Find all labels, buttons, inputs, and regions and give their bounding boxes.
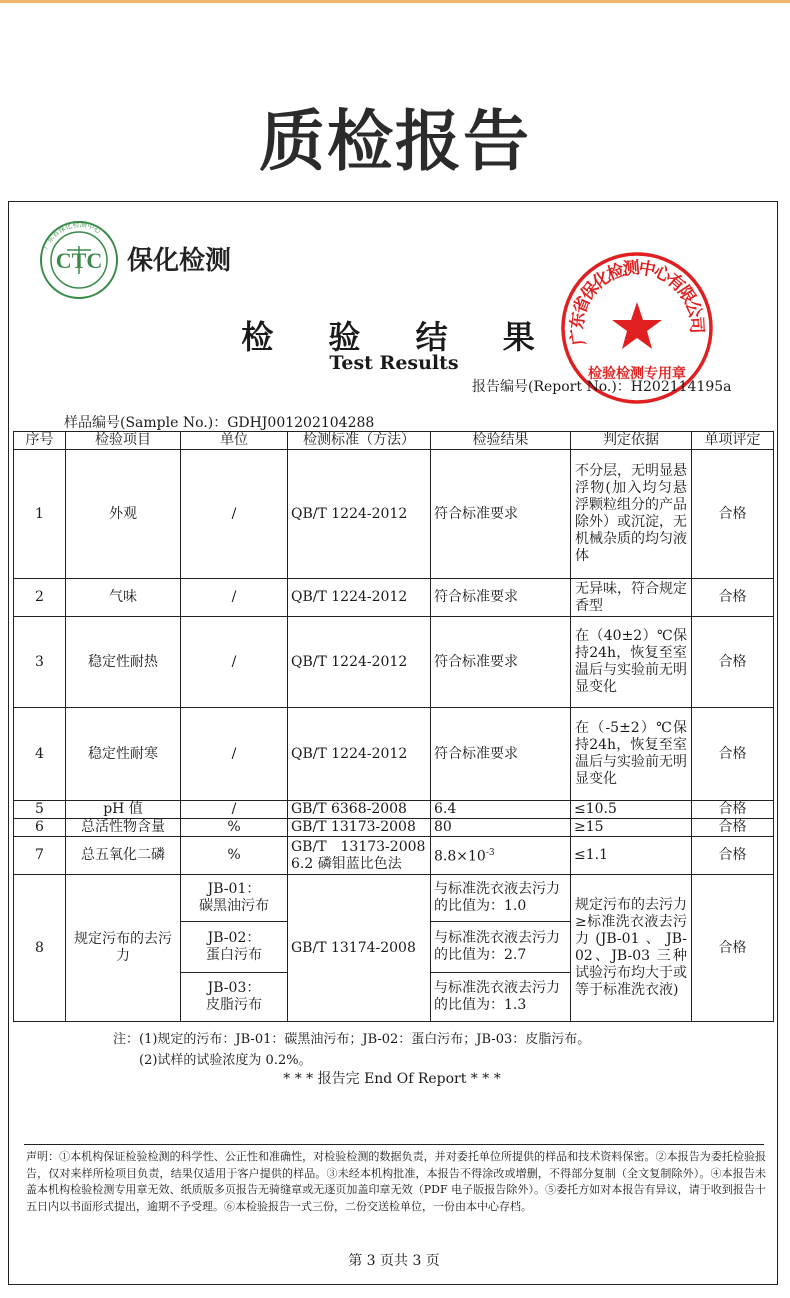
row-number: 1 bbox=[14, 450, 66, 579]
report-title-cn: 检 验 结 果 bbox=[241, 318, 557, 356]
row-number: 3 bbox=[14, 617, 66, 708]
judgement-basis: ≥15 bbox=[571, 819, 692, 837]
test-item: 气味 bbox=[66, 579, 181, 617]
soil-cloth-code: JB-03： bbox=[207, 980, 261, 996]
row-number: 5 bbox=[14, 801, 66, 819]
header-cell: 序号 bbox=[14, 432, 66, 450]
test-standard-line1: GB/T 13173-2008 bbox=[291, 838, 426, 855]
end-of-report: * * * 报告完 End Of Report * * * bbox=[283, 1071, 501, 1087]
soil-cloth-code: JB-01： bbox=[207, 881, 261, 897]
statement: 声明：①本机构保证检验检测的科学性、公正性和准确性，对检验检测的数据负责，并对委托单位所提供的样品和技术资料保密。②本报告为委托检验报告，仅对来样所检项目负责，结果仅适用于客户提供的样品。③未经本机构批准，本报告不得涂改或增删，不得部分复制（全文复制除外）。④本报告未盖本机构检验检测专用章无效、纸质版多页报告无骑缝章或无逐页加盖印章无效（PDF 电子版报告除外）。⑤委托方如对本报告有异议，请于收到报告十五日内以书面形式提出，逾期不予受理。⑥本检验报告一式三份，二份交送检单位，一份由本中心存档。 bbox=[26, 1150, 766, 1213]
test-item: 总活性物含量 bbox=[66, 819, 181, 837]
test-standard: GB/T 6368-2008 bbox=[288, 801, 431, 819]
unit: % bbox=[181, 819, 288, 837]
test-item: 总五氧化二磷 bbox=[66, 837, 181, 875]
test-result: 符合标准要求 bbox=[431, 708, 571, 801]
test-standard-line2: 6.2 磷钼蓝比色法 bbox=[291, 855, 402, 872]
row-number: 8 bbox=[14, 875, 66, 1022]
logo-name: 保化检测 bbox=[127, 246, 232, 276]
statement-divider bbox=[24, 1144, 764, 1145]
test-standard bbox=[288, 837, 431, 875]
row-number: 6 bbox=[14, 819, 66, 837]
test-result: 80 bbox=[431, 819, 571, 837]
soil-cloth-name: 碳黑油污布 bbox=[199, 898, 269, 914]
logo-ring-text: 广东省保化检测中心 bbox=[41, 220, 103, 251]
seal-ring-text: 广东省保化检测中心有限公司 bbox=[567, 258, 707, 347]
test-item: 规定污布的去污力 bbox=[66, 875, 181, 1022]
test-result: 与标准洗衣液去污力的比值为：1.0 bbox=[431, 875, 571, 922]
test-standard: GB/T 13173-2008 bbox=[288, 819, 431, 837]
header-cell: 判定依据 bbox=[571, 432, 692, 450]
unit: % bbox=[181, 837, 288, 875]
test-result: 与标准洗衣液去污力的比值为：1.3 bbox=[431, 973, 571, 1022]
test-result: 符合标准要求 bbox=[431, 579, 571, 617]
test-item: pH 值 bbox=[66, 801, 181, 819]
header-cell: 检测标准（方法） bbox=[288, 432, 431, 450]
unit: / bbox=[181, 617, 288, 708]
judgement-basis: 无异味，符合规定香型 bbox=[571, 579, 692, 617]
result-base: 8.8×10 bbox=[434, 848, 486, 865]
judgement-basis: 不分层，无明显悬浮物(加入均匀悬浮颗粒组分的产品除外）或沉淀，无机械杂质的均匀液体 bbox=[571, 450, 692, 579]
unit: / bbox=[181, 450, 288, 579]
unit bbox=[181, 875, 288, 922]
soil-cloth-name: 蛋白污布 bbox=[206, 947, 262, 963]
table-row bbox=[14, 579, 774, 617]
table-row bbox=[14, 819, 774, 837]
report-title-en: Test Results bbox=[329, 352, 459, 374]
unit bbox=[181, 973, 288, 1022]
note-1: 注：(1)规定的污布：JB-01：碳黑油污布；JB-02：蛋白污布；JB-03：皮脂污布。 bbox=[113, 1032, 591, 1047]
table-row bbox=[14, 801, 774, 819]
note-2: (2)试样的试验浓度为 0.2%。 bbox=[139, 1053, 312, 1068]
unit bbox=[181, 922, 288, 973]
row-number: 7 bbox=[14, 837, 66, 875]
judgement-basis: 在（40±2）℃保持24h，恢复至室温后与实验前无明显变化 bbox=[571, 617, 692, 708]
table-row bbox=[14, 450, 774, 579]
table-header-row bbox=[14, 432, 774, 450]
evaluation: 合格 bbox=[692, 579, 774, 617]
ctc-logo-icon bbox=[39, 220, 119, 300]
evaluation: 合格 bbox=[692, 819, 774, 837]
report-number: 报告编号(Report No.)：H202114195a bbox=[472, 379, 732, 395]
test-result bbox=[431, 837, 571, 875]
test-standard: QB/T 1224-2012 bbox=[288, 708, 431, 801]
test-standard: QB/T 1224-2012 bbox=[288, 450, 431, 579]
evaluation: 合格 bbox=[692, 875, 774, 1022]
unit: / bbox=[181, 579, 288, 617]
header-cell: 检验结果 bbox=[431, 432, 571, 450]
page-heading: 质检报告 bbox=[259, 103, 531, 180]
table-row bbox=[14, 837, 774, 875]
table-row bbox=[14, 617, 774, 708]
row-number: 4 bbox=[14, 708, 66, 801]
evaluation: 合格 bbox=[692, 450, 774, 579]
seal-bottom-text: 检验检测专用章 bbox=[588, 366, 686, 382]
top-accent-bar bbox=[0, 0, 790, 3]
header-cell: 单位 bbox=[181, 432, 288, 450]
test-result: 与标准洗衣液去污力的比值为：2.7 bbox=[431, 922, 571, 973]
header-cell: 单项评定 bbox=[692, 432, 774, 450]
test-standard: GB/T 13174-2008 bbox=[288, 875, 431, 1022]
test-result: 符合标准要求 bbox=[431, 617, 571, 708]
result-exponent: -3 bbox=[485, 848, 495, 859]
report-document bbox=[8, 201, 778, 1285]
evaluation: 合格 bbox=[692, 801, 774, 819]
test-result: 符合标准要求 bbox=[431, 450, 571, 579]
judgement-basis: 在（-5±2）℃保持24h，恢复至室温后与实验前无明显变化 bbox=[571, 708, 692, 801]
evaluation: 合格 bbox=[692, 617, 774, 708]
judgement-basis: ≤10.5 bbox=[571, 801, 692, 819]
test-standard: QB/T 1224-2012 bbox=[288, 617, 431, 708]
unit: / bbox=[181, 801, 288, 819]
test-item: 稳定性耐寒 bbox=[66, 708, 181, 801]
evaluation: 合格 bbox=[692, 708, 774, 801]
unit: / bbox=[181, 708, 288, 801]
table-row bbox=[14, 708, 774, 801]
soil-cloth-name: 皮脂污布 bbox=[206, 997, 262, 1013]
row-number: 2 bbox=[14, 579, 66, 617]
test-item: 稳定性耐热 bbox=[66, 617, 181, 708]
judgement-basis: ≤1.1 bbox=[571, 837, 692, 875]
test-result: 6.4 bbox=[431, 801, 571, 819]
results-table bbox=[13, 431, 774, 1022]
test-standard: QB/T 1224-2012 bbox=[288, 579, 431, 617]
logo-emblem-text: CTC bbox=[55, 248, 103, 273]
evaluation: 合格 bbox=[692, 837, 774, 875]
soil-cloth-code: JB-02： bbox=[207, 930, 261, 946]
judgement-basis: 规定污布的去污力≥标准洗衣液去污力(JB-01、JB-02、JB-03 三种试验污布均大于或等于标准洗衣液) bbox=[571, 875, 692, 1022]
table-row bbox=[14, 875, 774, 922]
sample-number: 样品编号(Sample No.)：GDHJ001202104288 bbox=[64, 415, 375, 431]
header-cell: 检验项目 bbox=[66, 432, 181, 450]
test-item: 外观 bbox=[66, 450, 181, 579]
page-number: 第 3 页共 3 页 bbox=[348, 1253, 440, 1269]
